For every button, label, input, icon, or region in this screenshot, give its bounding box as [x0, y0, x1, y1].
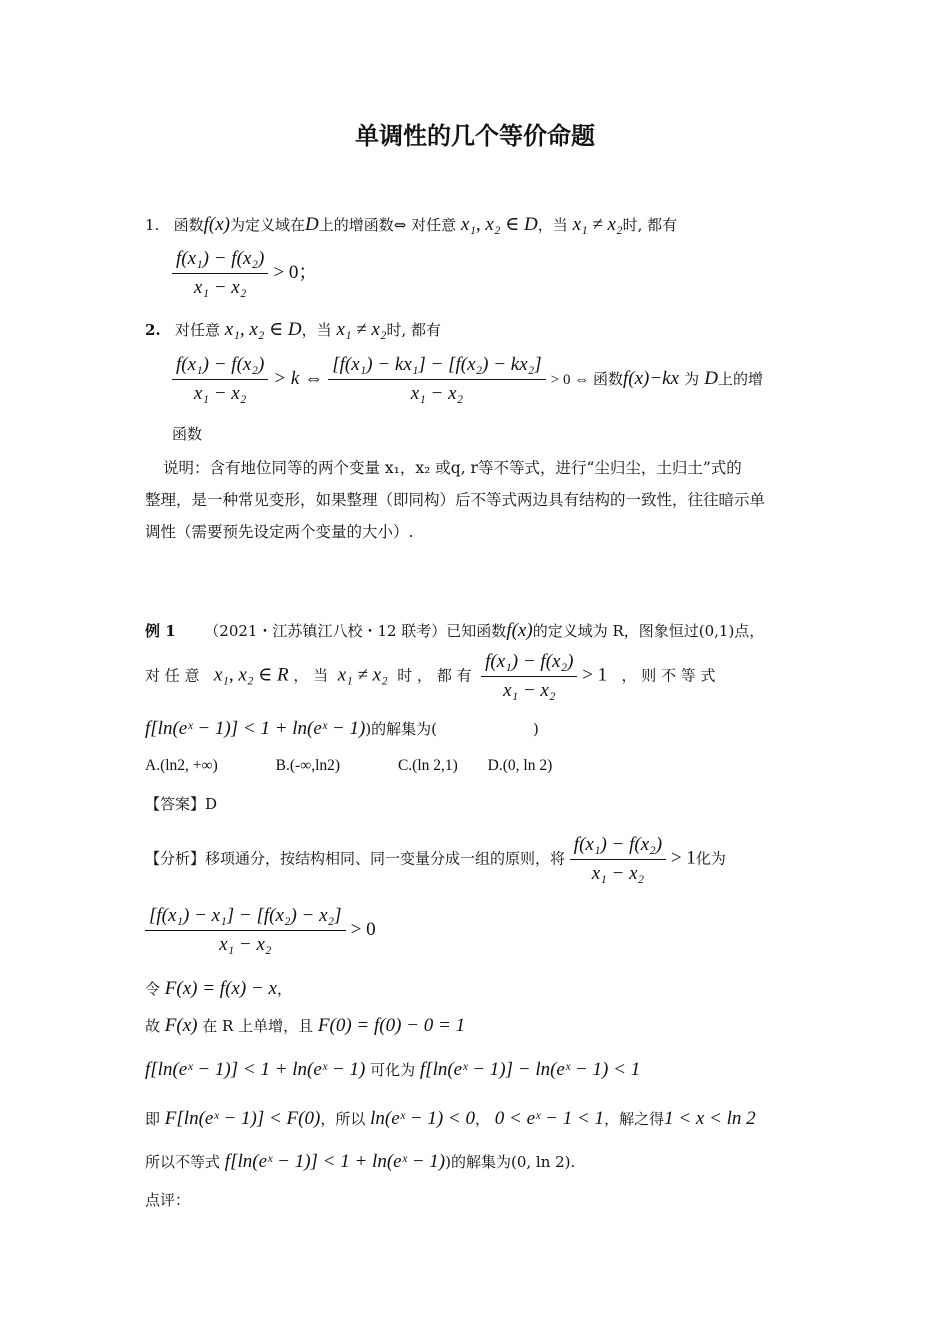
analysis-text: 在 R 上单增，且	[202, 1017, 314, 1035]
fraction-numerator: f(x₁) − f(x₂)	[570, 834, 666, 860]
example-gt: > 1	[582, 664, 608, 686]
example-desc: 的定义域为 R，图象恒过(0,1)点，	[532, 622, 765, 640]
item2-number: 2.	[145, 321, 161, 339]
example-text: 时 ， 都 有	[397, 666, 472, 685]
page-title: 单调性的几个等价命题	[355, 122, 595, 150]
item1-line	[145, 213, 677, 236]
option-d: D.(0, ln 2)	[487, 757, 553, 774]
item1-text: 为定义域在	[230, 216, 306, 234]
item2-tail-fx: f(x)−kx	[622, 368, 680, 389]
analysis-expr: ln(eˣ − 1) < 0	[370, 1108, 475, 1129]
item2-gt-k: > k ⇔	[273, 368, 324, 389]
analysis-expr: F[ln(eˣ − 1)] < F(0)	[164, 1108, 321, 1129]
note-paragraph	[145, 452, 809, 548]
item2-tail: 上的增	[717, 370, 763, 388]
item2-fraction-2	[328, 354, 545, 405]
item1-number: 1.	[145, 216, 160, 234]
item1-inequality	[172, 248, 317, 299]
analysis-text: 即	[145, 1110, 161, 1128]
analysis-text: ，	[475, 1110, 491, 1128]
example-fx: f(x)	[506, 620, 533, 641]
example-vars: x₁, x₂ ∈ R	[213, 664, 289, 686]
item2-text: 时, 都有	[386, 321, 442, 339]
item2-tail: 为	[684, 370, 700, 388]
item2-tail-domain: D	[704, 368, 718, 389]
analysis-let-line	[145, 978, 292, 1000]
item1-vars: x₁, x₂ ∈ D	[460, 214, 538, 235]
analysis-text: ，	[276, 980, 292, 998]
item2-tail: > 0 ⇔ 函数	[550, 372, 623, 388]
analysis-expr: F(x)	[164, 1015, 198, 1036]
note-line: 整理，是一种常见变形，如果整理（即同构）后不等式两边具有结构的一致性，往往暗示单	[145, 491, 766, 509]
analysis-text: ，所以	[320, 1110, 366, 1128]
fraction-numerator: f(x₁) − f(x₂)	[172, 248, 268, 274]
answer: 【答案】D	[145, 795, 218, 813]
analysis-text: ，解之得	[604, 1110, 665, 1128]
item1-domain: D	[305, 214, 319, 235]
example-text: 对 任 意	[145, 666, 200, 685]
fraction-denominator: x₁ − x₂	[591, 863, 645, 884]
analysis-text: )的解集为(0, ln 2).	[445, 1153, 576, 1171]
analysis-expr: f[ln(eˣ − 1)] − ln(eˣ − 1) < 1	[419, 1059, 641, 1080]
option-b: B.(-∞,ln2)	[275, 757, 341, 774]
example-inequality: f[ln(eˣ − 1)] < 1 + ln(eˣ − 1)	[145, 718, 366, 739]
analysis-line1	[145, 834, 726, 885]
analysis-mono-line	[145, 1015, 465, 1037]
item2-line2: 函数	[172, 425, 203, 443]
note-line: 说明：含有地位同等的两个变量 x₁，x₂ 或q, r等不等式，进行“尘归尘，土归土”式的	[163, 459, 742, 477]
analysis-expr: 1 < x < ln 2	[664, 1108, 756, 1129]
fraction-numerator: f(x₁) − f(x₂)	[481, 651, 577, 677]
item1-fraction	[172, 248, 268, 299]
analysis-gt: > 0	[350, 919, 376, 940]
analysis-fraction	[570, 834, 666, 885]
item1-text: 时, 都有	[622, 216, 678, 234]
analysis-expr: F(0) = f(0) − 0 = 1	[317, 1015, 466, 1036]
item1-text: ，当	[537, 216, 568, 234]
analysis-fraction-2	[145, 905, 346, 956]
item2-text: 对任意	[174, 321, 220, 339]
analysis-text: 所以不等式	[145, 1153, 221, 1171]
item1-neq: x₁ ≠ x₂	[572, 214, 623, 235]
example-fraction	[481, 651, 577, 702]
analysis-transform-line	[145, 1059, 640, 1081]
analysis-gt: > 1	[670, 847, 696, 869]
analysis-expr: F(x) = f(x) − x	[164, 978, 277, 999]
example-label: 例 1	[145, 622, 176, 640]
fraction-numerator: f(x₁) − f(x₂)	[172, 354, 268, 380]
analysis-text: 可化为	[370, 1061, 416, 1079]
item1-tail: > 0；	[273, 262, 318, 283]
fraction-denominator: x₁ − x₂	[503, 680, 556, 701]
item1-text: 函数	[173, 216, 204, 234]
item2-vars: x₁, x₂ ∈ D	[224, 319, 302, 340]
analysis-text: 故	[145, 1017, 161, 1035]
analysis-fraction-line	[145, 905, 376, 956]
example-text: )	[533, 720, 539, 738]
example-text: ， 当	[293, 666, 329, 685]
analysis-expr: f[ln(eˣ − 1)] < 1 + ln(eˣ − 1)	[145, 1059, 366, 1080]
analysis-label: 【分析】移项通分，按结构相同、同一变量分成一组的原则，将	[145, 849, 566, 868]
item1-text: 上的增函数⇔ 对任意	[318, 216, 457, 234]
item1-fx: f(x)	[203, 214, 231, 235]
fraction-numerator: [f(x₁) − kx₁] − [f(x₂) − kx₂]	[328, 354, 545, 380]
example-text: ， 则 不 等 式	[621, 666, 716, 685]
fraction-denominator: x₁ − x₂	[410, 383, 464, 404]
comment-label: 点评：	[145, 1191, 191, 1209]
item2-fraction-1	[172, 354, 268, 405]
example-neq: x₁ ≠ x₂	[337, 664, 388, 686]
analysis-text: 化为	[695, 849, 726, 868]
option-a: A.(ln2, +∞)	[145, 757, 218, 774]
fraction-denominator: x₁ − x₂	[219, 934, 272, 955]
analysis-expr: f[ln(eˣ − 1)] < 1 + ln(eˣ − 1)	[224, 1151, 446, 1172]
fraction-numerator: [f(x₁) − x₁] − [f(x₂) − x₂]	[145, 905, 346, 931]
example-header	[145, 620, 764, 642]
item2-text: ，当	[301, 321, 332, 339]
note-line: 调性（需要预先设定两个变量的大小）.	[145, 523, 414, 541]
example-source: （2021・江苏镇江八校・12 联考）已知函数	[204, 622, 507, 640]
item2-line	[145, 318, 441, 341]
example-line3	[145, 718, 539, 740]
analysis-solution-line	[145, 1151, 575, 1173]
analysis-ie-line	[145, 1108, 756, 1130]
example-text: )的解集为(	[365, 720, 438, 738]
item2-inequality	[172, 354, 763, 405]
example-options	[145, 757, 552, 775]
analysis-expr: 0 < eˣ − 1 < 1	[494, 1108, 605, 1129]
item2-neq: x₁ ≠ x₂	[336, 319, 387, 340]
fraction-denominator: x₁ − x₂	[193, 277, 247, 298]
analysis-text: 令	[145, 980, 161, 998]
option-c: C.(ln 2,1)	[397, 757, 458, 774]
fraction-denominator: x₁ − x₂	[193, 383, 247, 404]
example-line2	[145, 651, 716, 702]
